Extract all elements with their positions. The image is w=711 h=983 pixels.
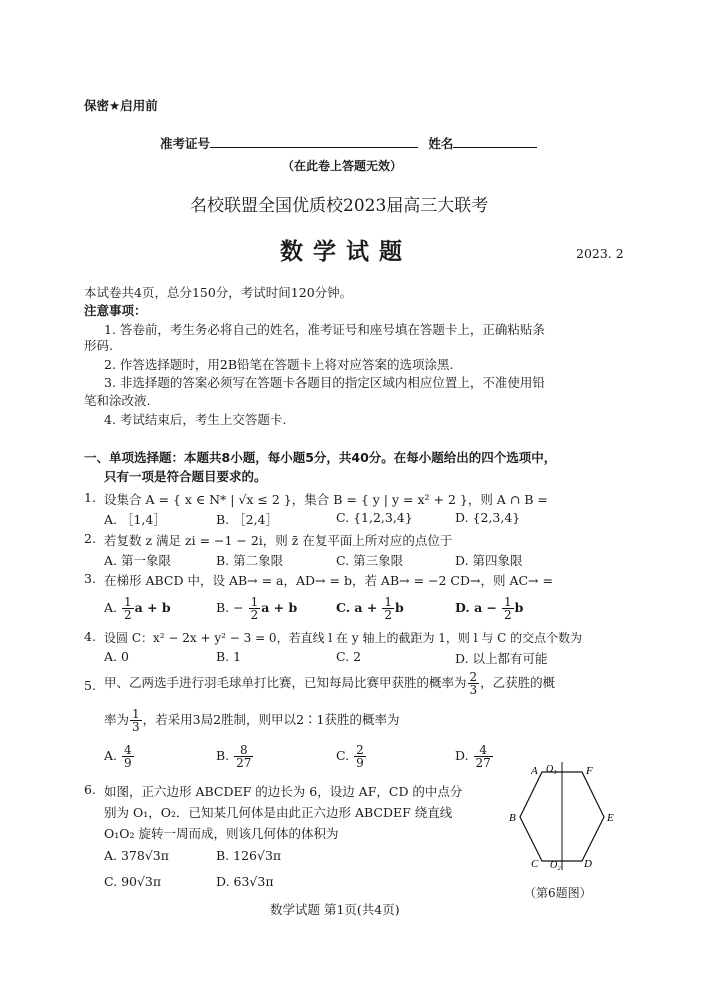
q1-option-b: B. ［2,4］ (216, 512, 279, 527)
q3-a-den: 2 (124, 608, 132, 622)
q3-b-suffix: a + b (261, 600, 298, 615)
q2-option-d: D. 第四象限 (455, 553, 523, 568)
q1-option-d: D. {2,3,4} (455, 510, 521, 525)
q1-text: 设集合 A = { x ∈ N* | √x ≤ 2 }，集合 B = { y | y = x² + 2 }，则 A ∩ B = (104, 492, 548, 507)
q5-p2-fraction (130, 708, 142, 733)
q6-number: 6. (84, 782, 96, 797)
q3-c-fraction (382, 596, 394, 621)
q5-d-prefix: D. (455, 748, 469, 763)
q3-a-num: 1 (124, 595, 132, 609)
q5-p2-num: 1 (132, 707, 140, 721)
notes-heading: 注意事项： (84, 303, 147, 318)
org-title: 名校联盟全国优质校2023届高三大联考 (190, 196, 489, 216)
q3-d-prefix: D. a − (455, 600, 498, 615)
q3-d-num: 1 (504, 595, 512, 609)
label-F: F (586, 765, 593, 777)
q5-a-den: 9 (124, 756, 132, 770)
q5-b-num: 8 (234, 744, 253, 757)
name-blank[interactable] (453, 135, 537, 148)
q5-a-prefix: A. (104, 748, 118, 763)
q5-text1-post: ，乙获胜的概 (480, 675, 556, 690)
label-O1: O₁ (546, 764, 557, 775)
label-C: C (531, 858, 539, 870)
q4-option-d: D. 以上都有可能 (455, 651, 548, 666)
label-A: A (531, 765, 538, 777)
q4-option-c: C. 2 (336, 649, 362, 664)
q3-a-suffix: a + b (134, 600, 171, 615)
label-D: D (584, 858, 592, 870)
q3-a-fraction (122, 596, 134, 621)
label-O2: O₂ (550, 860, 561, 871)
q3-option-b (216, 596, 297, 621)
q5-d-fraction (474, 744, 493, 769)
q2-option-b: B. 第二象限 (216, 553, 284, 568)
q3-c-suffix: b (394, 600, 404, 615)
q5-option-d (455, 744, 494, 769)
label-B: B (509, 812, 516, 824)
q6-line2: 别为 O₁，O₂．已知某几何体是由此正六边形 ABCDEF 绕直线 (104, 805, 453, 820)
q5-text2-post: ，若采用3局2胜制，则甲以2∶1获胜的概率为 (142, 712, 400, 727)
q2-option-a: A. 第一象限 (104, 553, 171, 568)
q3-b-fraction (249, 596, 261, 621)
q1-number: 1. (84, 490, 96, 505)
label-E: E (607, 812, 614, 824)
page-footer: 数学试题 第1页(共4页) (270, 902, 400, 917)
q5-a-fraction (122, 744, 134, 769)
q6-option-c: C. 90√3π (104, 874, 162, 889)
q5-c-fraction (354, 744, 366, 769)
q3-b-den: 2 (250, 608, 259, 622)
figure-caption: （第6题图） (524, 886, 592, 900)
q5-p1-den: 3 (469, 683, 478, 697)
note-3a: 3. 非选择题的答案必须写在答题卡各题目的指定区域内相应位置上，不准使用铅 (104, 375, 545, 390)
invalid-note: （在此卷上答题无效） (282, 159, 403, 173)
section1-heading-2: 只有一项是符合题目要求的。 (104, 469, 267, 484)
q3-c-num: 1 (384, 595, 392, 609)
q3-b-num: 1 (250, 595, 259, 609)
q5-p1-num: 2 (469, 670, 478, 684)
q2-text: 若复数 z 满足 zi = −1 − 2i，则 z̄ 在复平面上所对应的点位于 (104, 533, 453, 548)
exam-id-row (160, 134, 537, 152)
q3-option-c (336, 596, 404, 621)
q3-option-d (455, 596, 523, 621)
note-4: 4. 考试结束后，考生上交答题卡. (104, 412, 287, 427)
q5-number: 5. (84, 678, 96, 693)
q5-d-den: 27 (475, 756, 491, 770)
q3-d-fraction (502, 596, 514, 621)
name-label: 姓名 (428, 136, 454, 151)
exam-id-label: 准考证号 (160, 136, 211, 151)
q5-text2-pre: 率为 (104, 712, 130, 727)
q5-line2 (104, 708, 399, 733)
note-2: 2. 作答选择题时，用2B铅笔在答题卡上将对应答案的选项涂黑. (104, 357, 454, 372)
q6-option-a: A. 378√3π (104, 848, 169, 863)
q4-number: 4. (84, 629, 96, 644)
q3-b-prefix: B. − (216, 600, 244, 615)
note-1a: 1. 答卷前，考生务必将自己的姓名，准考证号和座号填在答题卡上，正确粘贴条 (104, 322, 545, 337)
q5-p2-den: 3 (132, 720, 140, 734)
q5-option-b (216, 744, 254, 769)
confidential-label: 保密★启用前 (84, 98, 158, 113)
q3-number: 3. (84, 571, 96, 586)
hexagon-figure (498, 758, 628, 874)
q5-b-fraction (234, 744, 253, 769)
q5-c-num: 2 (356, 743, 364, 757)
q5-d-num: 4 (474, 744, 493, 757)
q5-c-den: 9 (356, 756, 364, 770)
q3-d-suffix: b (514, 600, 524, 615)
q5-option-a (104, 744, 135, 769)
q4-option-b: B. 1 (216, 649, 242, 664)
note-3b: 笔和涂改液. (84, 393, 151, 408)
q1-option-c: C. {1,2,3,4} (336, 510, 413, 525)
q3-c-den: 2 (384, 608, 392, 622)
q3-d-den: 2 (504, 608, 512, 622)
q5-option-c (336, 744, 367, 769)
q3-a-prefix: A. (104, 600, 118, 615)
q1-option-a: A. ［1,4］ (104, 512, 166, 527)
q2-number: 2. (84, 531, 96, 546)
q3-option-a (104, 596, 171, 621)
exam-date: 2023. 2 (576, 246, 624, 261)
q5-c-prefix: C. (336, 748, 350, 763)
q5-b-prefix: B. (216, 748, 230, 763)
q6-line3: O₁O₂ 旋转一周而成，则该几何体的体积为 (104, 826, 339, 841)
q5-a-num: 4 (124, 743, 132, 757)
q6-line1: 如图，正六边形 ABCDEF 的边长为 6，设边 AF，CD 的中点分 (104, 784, 463, 799)
q2-option-c: C. 第三象限 (336, 553, 404, 568)
q4-text: 设圆 C：x² − 2x + y² − 3 = 0，若直线 l 在 y 轴上的截距为 1，则 l 与 C 的交点个数为 (104, 631, 583, 645)
q3-text: 在梯形 ABCD 中，设 AB→ = a，AD→ = b，若 AB→ = −2 CD→，则 AC→ = (104, 573, 553, 588)
exam-id-blank[interactable] (210, 135, 418, 148)
q3-c-prefix: C. a + (336, 600, 378, 615)
subject-title: 数 学 试 题 (280, 239, 404, 265)
q5-b-den: 27 (236, 756, 252, 770)
note-1b: 形码. (84, 338, 113, 353)
q4-option-a: A. 0 (104, 649, 129, 664)
q5-p1-fraction (468, 671, 480, 696)
q6-option-d: D. 63√3π (216, 874, 274, 889)
exam-intro: 本试卷共4页，总分150分，考试时间120分钟。 (84, 285, 353, 300)
q6-option-b: B. 126√3π (216, 848, 282, 863)
q5-line1 (104, 671, 555, 696)
section1-heading: 一、单项选择题：本题共8小题，每小题5分，共40分。在每小题给出的四个选项中， (84, 450, 557, 465)
q5-text1: 甲、乙两选手进行羽毛球单打比赛，已知每局比赛甲获胜的概率为 (104, 675, 467, 690)
